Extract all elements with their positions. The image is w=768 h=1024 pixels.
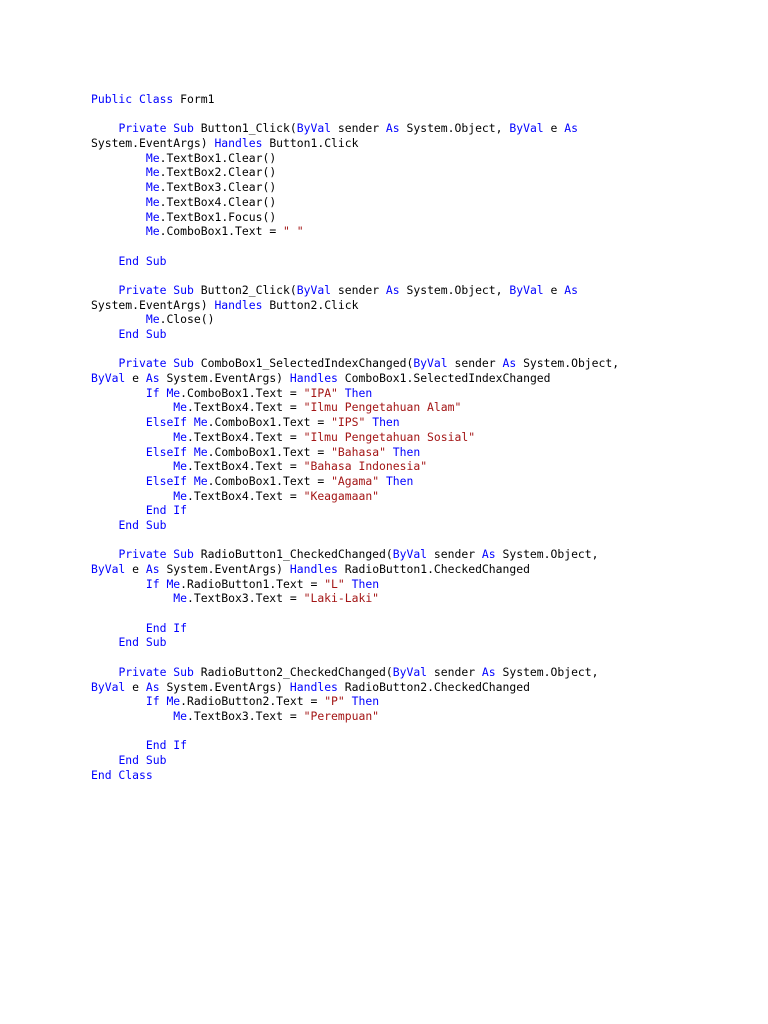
code-text: sender (427, 547, 482, 562)
code-line (91, 254, 711, 269)
code-keyword: Then (351, 576, 380, 591)
code-text: .TextBox1.Clear() (159, 150, 277, 165)
code-text: .TextBox4.Text = (187, 429, 304, 444)
code-text: .ComboBox1.Text = (207, 415, 332, 430)
code-line (91, 591, 711, 606)
code-text (338, 386, 345, 400)
code-keyword: Me (145, 194, 160, 209)
code-line (91, 753, 711, 768)
code-keyword: End If (145, 620, 188, 635)
code-line (91, 738, 711, 753)
code-line (91, 621, 711, 636)
code-keyword: Me (173, 591, 188, 606)
code-text: .TextBox4.Text = (187, 400, 304, 415)
code-line (91, 768, 711, 783)
code-text: Form1 (173, 92, 215, 106)
code-text: System.EventArgs) (159, 371, 290, 386)
code-keyword: Then (392, 444, 421, 459)
code-text: sender (331, 121, 386, 136)
code-line (91, 562, 711, 577)
code-text: .TextBox4.Clear() (159, 194, 277, 209)
code-keyword: End Sub (118, 517, 167, 532)
code-text: Button2.Click (262, 297, 359, 312)
code-text: RadioButton2.CheckedChanged (337, 679, 530, 694)
code-keyword: As (502, 356, 517, 371)
code-keyword: Then (385, 473, 414, 488)
code-keyword: Private Sub (118, 356, 194, 371)
code-line (91, 121, 711, 136)
code-text: System.Object, (495, 664, 599, 679)
code-text: sender (427, 664, 482, 679)
code-keyword: Private Sub (118, 547, 194, 562)
code-text: System.EventArgs) (91, 136, 215, 151)
code-keyword: As (481, 547, 496, 562)
code-text: .RadioButton2.Text = (180, 694, 325, 709)
code-keyword: ByVal (91, 562, 126, 576)
code-keyword: ByVal (392, 547, 428, 562)
code-text: e (543, 121, 565, 136)
code-line (91, 709, 711, 724)
code-text: .TextBox3.Text = (187, 708, 304, 723)
code-text: System.EventArgs) (159, 679, 290, 694)
code-keyword: End Sub (118, 752, 167, 767)
code-text: System.EventArgs) (91, 297, 215, 312)
code-text (91, 665, 118, 679)
code-string: "Bahasa Indonesia" (303, 459, 428, 474)
code-keyword: Then (351, 694, 380, 709)
code-text (91, 503, 146, 517)
code-line (91, 724, 711, 739)
code-text (91, 753, 118, 767)
code-string: "Bahasa" (331, 444, 386, 459)
code-text: RadioButton1.CheckedChanged (337, 562, 530, 576)
code-text (91, 195, 146, 209)
code-keyword: ByVal (413, 356, 448, 371)
code-text: RadioButton1_CheckedChanged( (193, 547, 393, 562)
code-line (91, 533, 711, 548)
code-line (91, 577, 711, 592)
code-text (91, 180, 146, 194)
code-line (91, 606, 711, 621)
code-keyword: End If (145, 503, 188, 518)
code-text (386, 445, 393, 459)
code-line (91, 518, 711, 533)
code-keyword: Public Class (91, 92, 174, 106)
code-text: .ComboBox1.Text = (207, 444, 332, 459)
code-keyword: Then (372, 415, 400, 430)
code-text (91, 621, 146, 635)
code-line (91, 489, 711, 504)
code-keyword: As (564, 282, 578, 297)
code-text (91, 430, 173, 444)
code-text (91, 459, 173, 473)
code-text (91, 400, 173, 414)
code-text: .Close() (159, 312, 215, 327)
code-text: .ComboBox1.Text = (207, 473, 332, 488)
code-string: "P" (324, 694, 345, 709)
code-keyword: Handles (289, 679, 338, 694)
code-text: System.Object, (516, 356, 620, 371)
code-text (91, 694, 146, 708)
code-keyword: ByVal (392, 664, 428, 679)
code-keyword: Me (145, 165, 160, 180)
code-keyword: Handles (289, 562, 338, 576)
code-text (345, 577, 352, 591)
code-keyword: ByVal (91, 679, 126, 694)
code-text: .TextBox4.Text = (187, 459, 304, 474)
code-line (91, 136, 711, 151)
code-line (91, 298, 711, 313)
code-keyword: ByVal (509, 121, 544, 136)
code-keyword: As (564, 121, 578, 136)
code-keyword: End Sub (118, 253, 167, 268)
code-text: ComboBox1_SelectedIndexChanged( (193, 356, 414, 371)
code-keyword: Then (344, 385, 373, 400)
code-keyword: Me (173, 429, 188, 444)
code-keyword: If Me (145, 694, 181, 709)
code-text: .TextBox2.Clear() (159, 165, 277, 180)
code-text (91, 518, 118, 532)
code-text (91, 224, 146, 238)
code-line (91, 665, 711, 680)
code-keyword: ElseIf Me (145, 444, 208, 459)
code-text: sender (447, 356, 503, 371)
code-keyword: Handles (214, 297, 263, 312)
code-text: ComboBox1.SelectedIndexChanged (337, 371, 551, 386)
code-line (91, 151, 711, 166)
code-text: .ComboBox1.Text = (159, 224, 284, 239)
code-keyword: Private Sub (118, 282, 194, 297)
code-text: System.Object, (399, 121, 510, 136)
code-keyword: Me (145, 150, 160, 165)
code-keyword: Me (145, 224, 160, 239)
code-line (91, 503, 711, 518)
code-line (91, 312, 711, 327)
code-text: System.Object, (495, 547, 599, 562)
code-keyword: End If (145, 738, 188, 753)
code-text: RadioButton2_CheckedChanged( (193, 664, 393, 679)
code-text (91, 547, 118, 561)
code-keyword: End Sub (118, 635, 167, 650)
code-line (91, 445, 711, 460)
code-text: .ComboBox1.Text = (180, 385, 304, 400)
code-string: "IPA" (303, 385, 338, 400)
code-text: Button1_Click( (193, 121, 297, 136)
code-keyword: Private Sub (118, 121, 194, 136)
code-text (91, 415, 146, 429)
code-line (91, 165, 711, 180)
code-text: e (125, 562, 146, 576)
code-text: Button1.Click (262, 136, 359, 151)
code-line (91, 180, 711, 195)
code-line (91, 195, 711, 210)
code-text: System.Object, (399, 282, 510, 297)
code-string: "Ilmu Pengetahuan Alam" (303, 400, 462, 415)
code-string: " " (283, 224, 304, 239)
code-line (91, 459, 711, 474)
code-text (91, 151, 146, 165)
code-line (91, 415, 711, 430)
code-keyword: Me (145, 180, 160, 195)
code-text (91, 283, 118, 297)
code-line (91, 400, 711, 415)
code-text (91, 327, 118, 341)
code-keyword: Me (173, 459, 188, 474)
code-text (91, 312, 146, 326)
code-text (91, 635, 118, 649)
code-listing (91, 92, 711, 782)
code-line (91, 224, 711, 239)
code-line (91, 239, 711, 254)
code-line (91, 430, 711, 445)
code-text (91, 210, 146, 224)
code-text: sender (331, 282, 386, 297)
code-text (91, 356, 118, 370)
code-keyword: ElseIf Me (145, 415, 208, 430)
code-keyword: As (385, 121, 400, 136)
code-string: "L" (324, 576, 345, 591)
code-text: .TextBox3.Clear() (159, 180, 277, 195)
code-text: e (543, 282, 565, 297)
code-text (91, 738, 146, 752)
code-text: e (125, 371, 146, 386)
code-keyword: Private Sub (118, 664, 194, 679)
code-keyword: As (145, 562, 160, 576)
code-string: "Ilmu Pengetahuan Sosial" (303, 429, 476, 444)
code-line (91, 283, 711, 298)
code-keyword: If Me (145, 385, 181, 400)
code-keyword: End Class (91, 767, 153, 782)
code-line (91, 474, 711, 489)
code-keyword: As (145, 679, 160, 694)
code-line (91, 547, 711, 562)
code-line (91, 210, 711, 225)
code-keyword: ByVal (91, 371, 126, 386)
code-string: "Keagamaan" (303, 488, 380, 503)
code-keyword: ByVal (296, 282, 332, 297)
code-text (345, 694, 352, 708)
code-keyword: Handles (214, 136, 263, 151)
code-text (91, 474, 146, 488)
code-text (379, 474, 386, 488)
code-text (91, 577, 146, 591)
code-line (91, 356, 711, 371)
code-keyword: Me (145, 312, 160, 327)
code-keyword: Me (145, 209, 160, 224)
code-text (91, 709, 173, 723)
code-keyword: Me (173, 488, 188, 503)
code-line (91, 680, 711, 695)
code-text: System.EventArgs) (159, 562, 290, 576)
code-line (91, 694, 711, 709)
code-keyword: End Sub (118, 327, 167, 341)
code-keyword: Me (173, 400, 188, 415)
code-keyword: Me (173, 708, 188, 723)
code-text (91, 165, 146, 179)
code-text: Button2_Click( (193, 282, 297, 297)
code-string: "Perempuan" (303, 708, 380, 723)
code-text: .TextBox1.Focus() (159, 209, 277, 224)
code-line (91, 107, 711, 122)
code-text (91, 386, 146, 400)
code-text (91, 254, 118, 268)
code-string: "Laki-Laki" (303, 591, 380, 606)
code-line (91, 268, 711, 283)
code-line (91, 371, 711, 386)
code-line (91, 650, 711, 665)
code-line (91, 342, 711, 357)
code-text: e (125, 679, 146, 694)
code-line (91, 327, 711, 342)
code-text: .RadioButton1.Text = (180, 576, 325, 591)
code-text (91, 121, 118, 135)
code-keyword: ByVal (509, 282, 544, 297)
code-text (91, 489, 173, 503)
code-line (91, 92, 711, 107)
code-text (91, 445, 146, 459)
code-keyword: As (481, 664, 496, 679)
code-string: "IPS" (331, 415, 366, 430)
code-keyword: As (385, 282, 400, 297)
code-keyword: If Me (145, 576, 181, 591)
code-line (91, 386, 711, 401)
code-string: "Agama" (331, 473, 380, 488)
code-text (91, 591, 173, 605)
code-keyword: As (145, 371, 160, 386)
code-keyword: Handles (289, 371, 338, 386)
code-line (91, 635, 711, 650)
code-keyword: ByVal (296, 121, 332, 136)
code-text: .TextBox3.Text = (187, 591, 304, 606)
code-text: .TextBox4.Text = (187, 488, 304, 503)
code-keyword: ElseIf Me (145, 473, 208, 488)
